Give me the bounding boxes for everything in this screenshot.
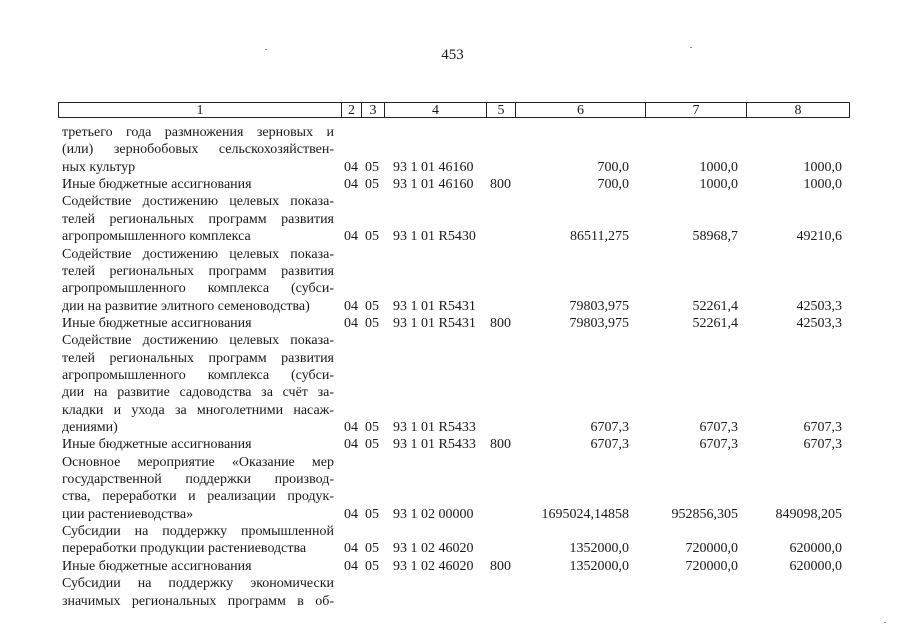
table-row	[0, 298, 905, 315]
row-amount-col7: 720000,0	[685, 558, 738, 574]
row-subsection: 05	[365, 315, 379, 331]
row-target-article: 93 1 01 46160	[393, 159, 474, 175]
row-subsection: 05	[365, 177, 379, 193]
table-row	[0, 593, 905, 610]
row-description: Иные бюджетные ассигнования	[62, 315, 252, 331]
row-description: ства, переработки и реализации продук-	[62, 489, 334, 505]
row-amount-col6: 79803,975	[569, 298, 629, 314]
header-col-7: 7	[645, 102, 747, 118]
row-subsection: 05	[365, 159, 379, 175]
table-row	[0, 402, 905, 419]
table-row	[0, 159, 905, 176]
table-row	[0, 332, 905, 349]
row-amount-col6: 1352000,0	[569, 541, 629, 557]
table-row	[0, 193, 905, 210]
row-amount-col7: 952856,305	[671, 506, 738, 522]
row-amount-col8: 42503,3	[796, 298, 842, 314]
row-amount-col7: 58968,7	[692, 229, 738, 245]
row-description: Содействие достижению целевых показа-	[62, 333, 334, 349]
row-description: кладки и ухода за многолетними насаж-	[62, 402, 334, 418]
table-row	[0, 488, 905, 505]
row-description: телей региональных программ развития	[62, 263, 334, 279]
row-section: 04	[344, 159, 358, 175]
row-amount-col7: 1000,0	[699, 177, 738, 193]
row-subsection: 05	[365, 506, 379, 522]
row-section: 04	[344, 229, 358, 245]
table-row	[0, 124, 905, 141]
row-target-article: 93 1 01 R5433	[393, 420, 476, 435]
scan-speck	[690, 47, 692, 48]
row-target-article: 93 1 01 R5431	[393, 298, 476, 314]
row-amount-col7: 720000,0	[685, 541, 738, 557]
row-description: Иные бюджетные ассигнования	[62, 558, 252, 574]
table-row	[0, 436, 905, 453]
row-description: агропромышленного комплекса (субси-	[62, 281, 334, 297]
row-target-article: 93 1 02 00000	[393, 506, 474, 522]
table-row	[0, 263, 905, 280]
row-description: Субсидии на поддержку промышленной	[62, 524, 334, 539]
row-amount-col8: 1000,0	[803, 159, 842, 175]
row-section: 04	[344, 558, 358, 574]
row-amount-col6: 700,0	[597, 159, 629, 175]
row-amount-col6: 1695024,14858	[541, 506, 629, 522]
row-description: телей региональных программ развития	[62, 211, 334, 227]
row-amount-col8: 620000,0	[789, 558, 842, 574]
header-col-1: 1	[58, 102, 342, 118]
table-row	[0, 211, 905, 228]
row-description: ции растениеводства»	[62, 506, 194, 522]
row-amount-col6: 86511,275	[570, 229, 629, 245]
header-col-5: 5	[486, 102, 516, 118]
row-description: Субсидии на поддержку экономически	[62, 576, 334, 592]
row-subsection: 05	[365, 420, 379, 435]
row-amount-col6: 1352000,0	[569, 558, 629, 574]
table-row	[0, 523, 905, 540]
table-row	[0, 384, 905, 401]
table-row	[0, 176, 905, 193]
table-row	[0, 228, 905, 245]
row-section: 04	[344, 298, 358, 314]
table-row	[0, 506, 905, 523]
row-description: переработки продукции растениеводства	[62, 541, 307, 557]
table-row	[0, 315, 905, 332]
row-description: агропромышленного комплекса	[62, 229, 251, 245]
table-row	[0, 454, 905, 471]
table-row	[0, 540, 905, 557]
scan-speck	[884, 622, 886, 623]
row-target-article: 93 1 02 46020	[393, 541, 474, 557]
row-description: Основное мероприятие «Оказание мер	[62, 454, 334, 470]
header-col-4: 4	[384, 102, 487, 118]
row-section: 04	[344, 315, 358, 331]
row-subsection: 05	[365, 298, 379, 314]
row-subsection: 05	[365, 541, 379, 557]
row-description: телей региональных программ развития	[62, 350, 334, 366]
row-amount-col8: 49210,6	[796, 229, 842, 245]
row-expense-type: 800	[490, 177, 511, 193]
row-description: (или) зернобобовых сельскохозяйствен-	[62, 142, 334, 158]
header-col-6: 6	[515, 102, 646, 118]
row-description: Содействие достижению целевых показа-	[62, 194, 334, 210]
row-description: Иные бюджетные ассигнования	[62, 177, 252, 193]
row-amount-col8: 6707,3	[803, 437, 842, 453]
row-amount-col8: 42503,3	[796, 315, 842, 331]
row-target-article: 93 1 01 R5433	[393, 437, 476, 453]
header-col-2: 2	[341, 102, 362, 118]
row-amount-col7: 6707,3	[699, 437, 738, 453]
table-row	[0, 350, 905, 367]
table-row	[0, 367, 905, 384]
row-amount-col6: 6707,3	[590, 420, 629, 435]
row-expense-type: 800	[490, 437, 511, 453]
row-subsection: 05	[365, 558, 379, 574]
row-amount-col7: 52261,4	[692, 315, 738, 331]
table-row	[0, 141, 905, 158]
row-amount-col7: 6707,3	[699, 420, 738, 435]
table-row	[0, 280, 905, 297]
row-target-article: 93 1 02 46020	[393, 558, 474, 574]
row-target-article: 93 1 01 R5430	[393, 229, 476, 245]
row-amount-col8: 1000,0	[803, 177, 842, 193]
table-row	[0, 558, 905, 575]
header-col-8: 8	[746, 102, 850, 118]
row-section: 04	[344, 420, 358, 435]
page-number: 453	[441, 47, 464, 63]
row-description: Иные бюджетные ассигнования	[62, 437, 252, 453]
table-row	[0, 471, 905, 488]
header-col-3: 3	[361, 102, 385, 118]
row-subsection: 05	[365, 437, 379, 453]
row-amount-col8: 620000,0	[789, 541, 842, 557]
row-amount-col6: 700,0	[597, 177, 629, 193]
row-amount-col7: 1000,0	[699, 159, 738, 175]
row-target-article: 93 1 01 46160	[393, 177, 474, 193]
row-amount-col6: 6707,3	[590, 437, 629, 453]
row-target-article: 93 1 01 R5431	[393, 315, 476, 331]
row-description: дии на развитие элитного семеноводства)	[62, 298, 310, 314]
table-row	[0, 246, 905, 263]
row-section: 04	[344, 177, 358, 193]
scan-speck	[265, 49, 267, 50]
row-amount-col6: 79803,975	[569, 315, 629, 331]
row-description: государственной поддержки производ-	[62, 472, 334, 487]
row-description: дии на развитие садоводства за счёт за-	[62, 385, 334, 401]
row-description: Содействие достижению целевых показа-	[62, 246, 334, 262]
row-section: 04	[344, 541, 358, 557]
row-description: дениями)	[62, 420, 118, 435]
row-description: ных культур	[62, 159, 136, 175]
row-description: значимых региональных программ в об-	[62, 593, 334, 609]
table-row	[0, 575, 905, 592]
row-expense-type: 800	[490, 315, 511, 331]
row-section: 04	[344, 506, 358, 522]
row-amount-col8: 849098,205	[775, 506, 842, 522]
row-subsection: 05	[365, 229, 379, 245]
row-section: 04	[344, 437, 358, 453]
row-amount-col8: 6707,3	[803, 420, 842, 435]
table-row	[0, 419, 905, 436]
row-amount-col7: 52261,4	[692, 298, 738, 314]
row-expense-type: 800	[490, 558, 511, 574]
row-description: третьего года размножения зерновых и	[62, 125, 334, 140]
row-description: агропромышленного комплекса (субси-	[62, 367, 334, 383]
